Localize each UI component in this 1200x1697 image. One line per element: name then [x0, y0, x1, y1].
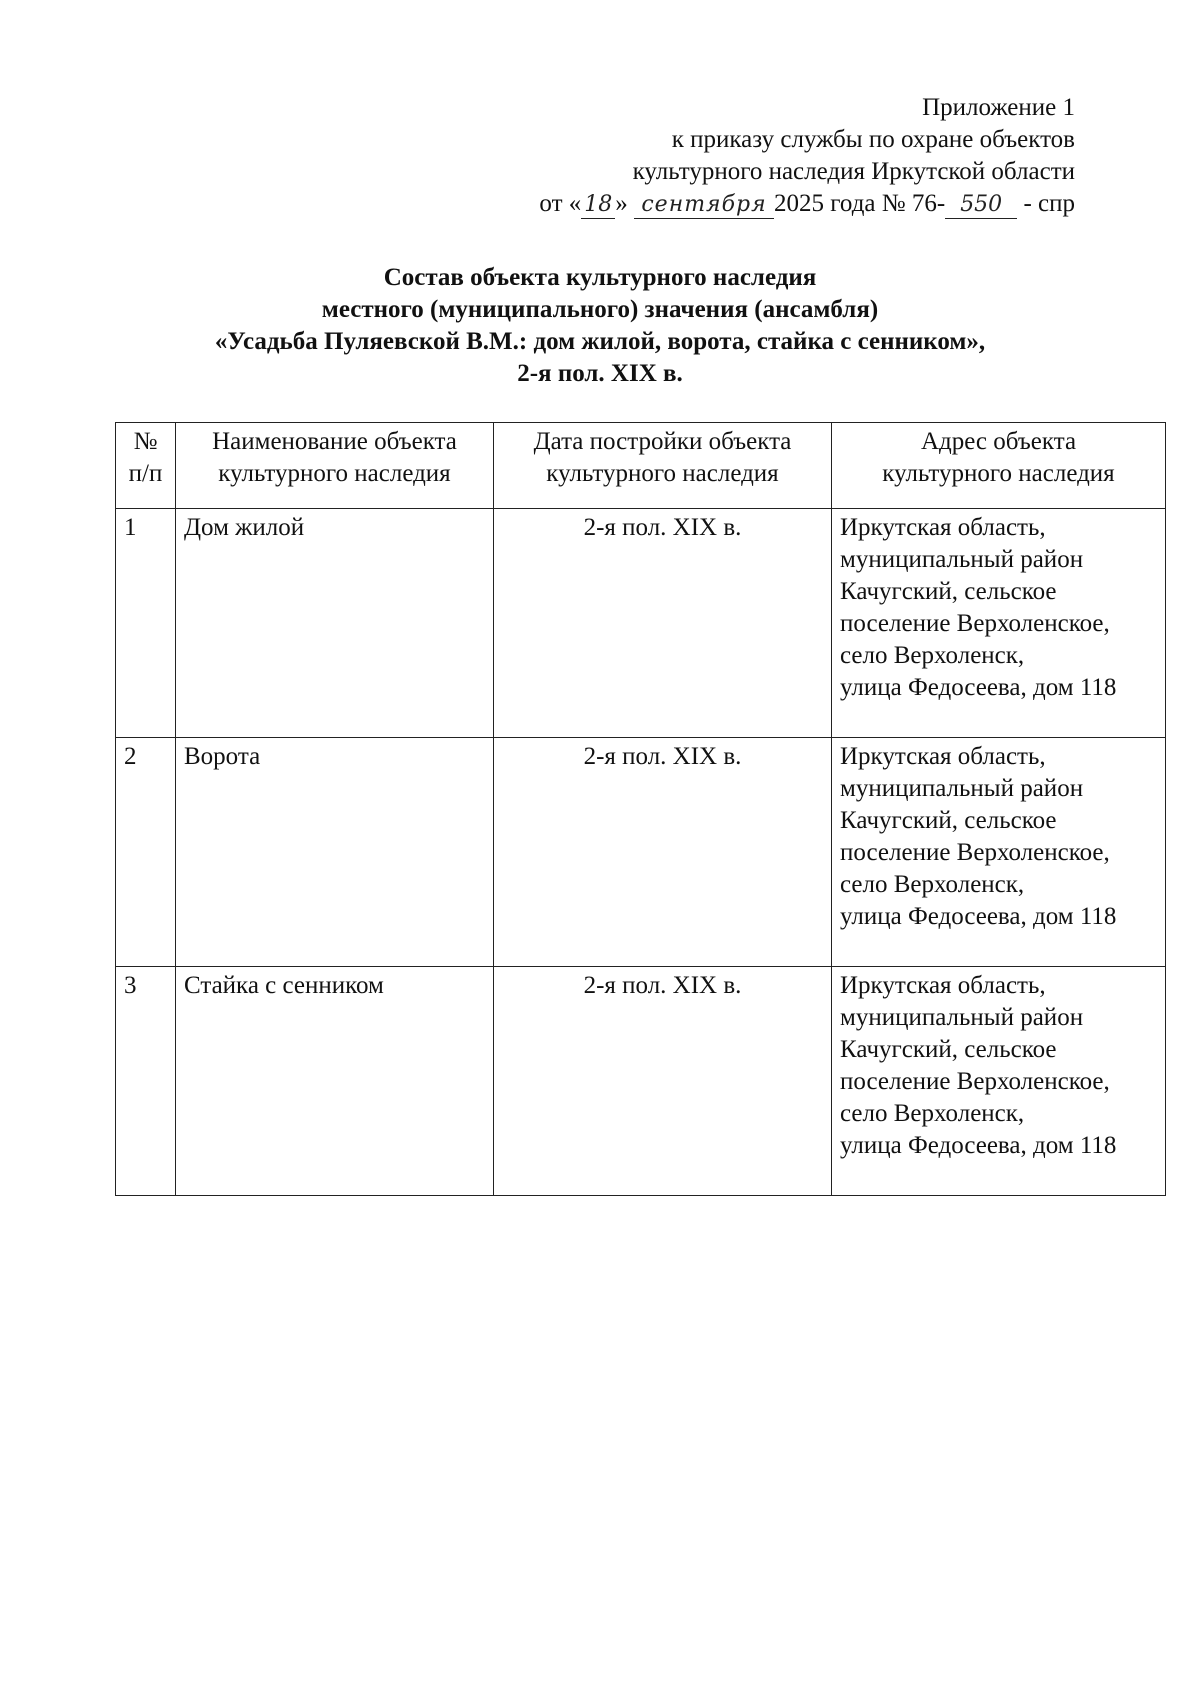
cell-date: 2-я пол. XIX в. [494, 967, 832, 1196]
header-num-line2: п/п [128, 460, 163, 487]
table-row [116, 967, 1166, 1196]
address-line: Иркутская область, [840, 743, 1046, 770]
date-year-text: 2025 года № 76- [774, 190, 946, 217]
cell-num: 2 [116, 738, 176, 967]
cell-name: Ворота [176, 738, 494, 967]
cell-name: Дом жилой [176, 509, 494, 738]
appendix-line-order: к приказу службы по охране объектов [671, 126, 1075, 153]
header-date-line2: культурного наследия [546, 460, 779, 487]
address-line: поселение Верхоленское, [840, 1068, 1110, 1095]
address-line: село Верхоленск, [840, 1100, 1025, 1127]
table-header-row [116, 423, 1166, 509]
cell-address [832, 967, 1166, 1196]
header-address-line1: Адрес объекта [920, 428, 1077, 455]
table-row [116, 509, 1166, 738]
cell-address [832, 738, 1166, 967]
address-line: муниципальный район [840, 775, 1084, 802]
objects-table [115, 422, 1166, 1196]
handwritten-order-number: 550 [945, 192, 1017, 219]
appendix-line-service: культурного наследия Иркутской области [632, 158, 1075, 185]
cell-date: 2-я пол. XIX в. [494, 509, 832, 738]
cell-num: 1 [116, 509, 176, 738]
date-prefix: от « [539, 190, 582, 217]
appendix-header [539, 92, 1075, 220]
cell-name: Стайка с сенником [176, 967, 494, 1196]
header-name [176, 423, 494, 509]
title-line-1: Состав объекта культурного наследия [383, 264, 817, 291]
address-line: Иркутская область, [840, 972, 1046, 999]
address-line: муниципальный район [840, 546, 1084, 573]
address-line: Качугский, сельское [840, 807, 1057, 834]
address-line: улица Федосеева, дом 118 [840, 1132, 1117, 1159]
handwritten-month: сентября [634, 192, 774, 219]
title-line-3: «Усадьба Пуляевской В.М.: дом жилой, ворота, стайка с сенником», [214, 328, 986, 355]
header-name-line2: культурного наследия [218, 460, 451, 487]
header-name-line1: Наименование объекта [212, 428, 457, 455]
address-line: поселение Верхоленское, [840, 610, 1110, 637]
address-line: село Верхоленск, [840, 642, 1025, 669]
header-date-line1: Дата постройки объекта [533, 428, 792, 455]
address-line: Качугский, сельское [840, 1036, 1057, 1063]
header-address-line2: культурного наследия [882, 460, 1115, 487]
document-title [100, 262, 1100, 390]
title-line-2: местного (муниципального) значения (ансамбля) [321, 296, 879, 323]
header-date [494, 423, 832, 509]
title-line-4: 2-я пол. XIX в. [517, 360, 683, 387]
appendix-line-date [539, 188, 1075, 220]
date-quote-close: » [615, 190, 628, 217]
header-address [832, 423, 1166, 509]
cell-num: 3 [116, 967, 176, 1196]
header-num-line1: № [133, 428, 158, 455]
cell-date: 2-я пол. XIX в. [494, 738, 832, 967]
address-line: поселение Верхоленское, [840, 839, 1110, 866]
address-line: улица Федосеева, дом 118 [840, 674, 1117, 701]
header-num [116, 423, 176, 509]
address-line: муниципальный район [840, 1004, 1084, 1031]
address-line: Качугский, сельское [840, 578, 1057, 605]
appendix-label: Приложение 1 [922, 94, 1075, 121]
address-line: Иркутская область, [840, 514, 1046, 541]
handwritten-day: 18 [581, 192, 615, 219]
address-line: улица Федосеева, дом 118 [840, 903, 1117, 930]
address-line: село Верхоленск, [840, 871, 1025, 898]
table-row [116, 738, 1166, 967]
cell-address [832, 509, 1166, 738]
order-suffix: - спр [1023, 190, 1075, 217]
